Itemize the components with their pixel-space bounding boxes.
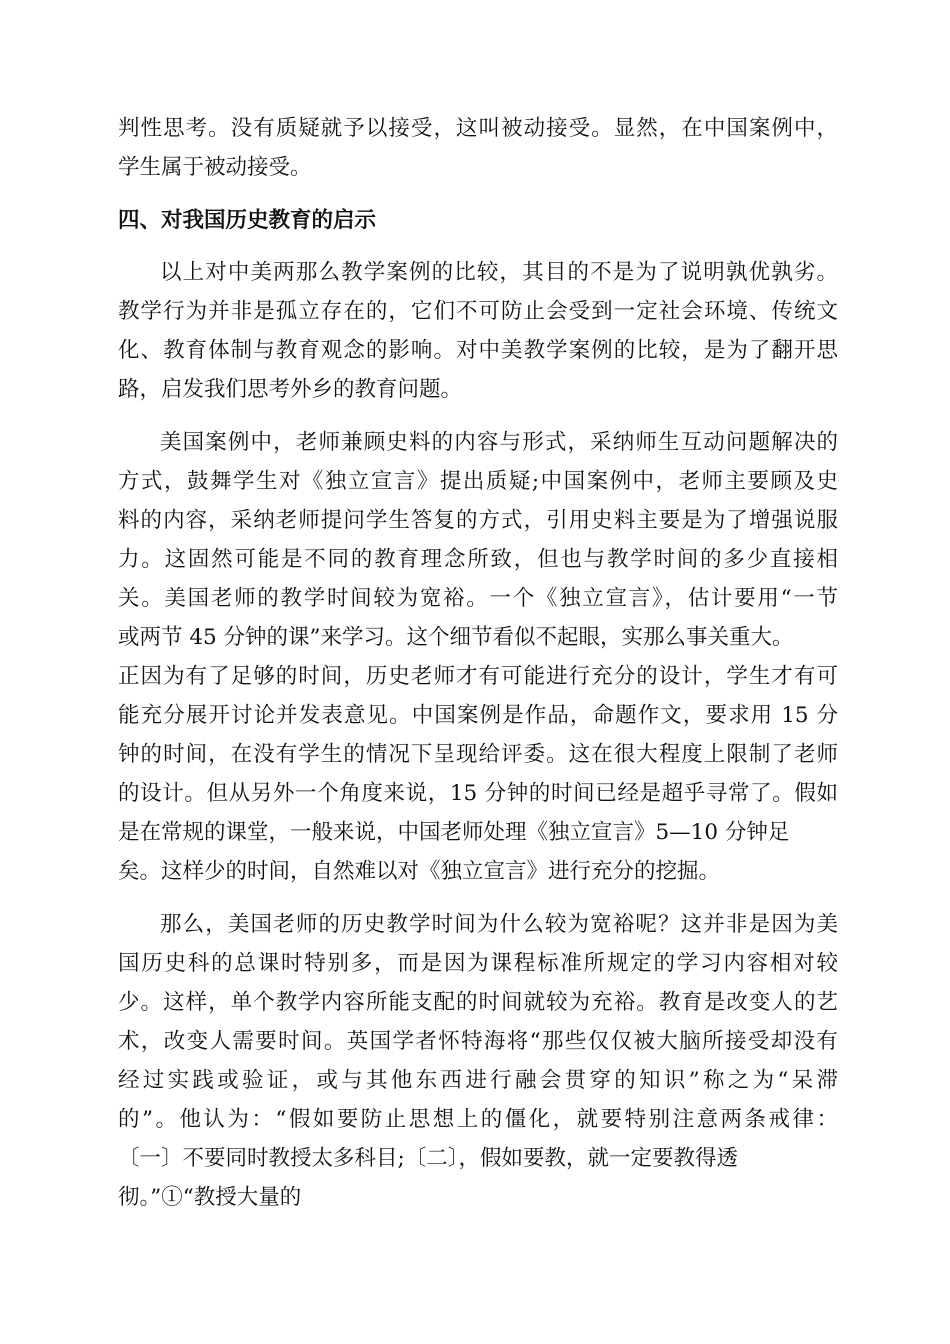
paragraph3-line-4: 术，改变人需要时间。英国学者怀特海将“那些仅仅被大脑所接受却没有 (118, 1029, 838, 1054)
intro-line-2: 学生属于被动接受。 (118, 155, 312, 180)
paragraph1-line-2: 教学行为并非是孤立存在的，它们不可防止会受到一定社会环境、传统文 (118, 299, 838, 324)
paragraph2-line-6: 或两节 45 分钟的课”来学习。这个细节看似不起眼，实那么事关重大。 (118, 625, 794, 650)
paragraph3-line-8: 彻。”①“教授大量的 (118, 1185, 302, 1210)
paragraph3-line-5: 经过实践或验证，或与其他东西进行融会贯穿的知识”称之为“呆滞 (118, 1068, 838, 1093)
paragraph2-line-9: 钟的时间，在没有学生的情况下呈现给评委。这在很大程度上限制了老师 (118, 742, 838, 767)
paragraph2-line-10: 的设计。但从另外一个角度来说，15 分钟的时间已经是超乎寻常了。假如 (118, 781, 838, 806)
paragraph3-line-7: 〔一〕不要同时教授太多科目;〔二〕，假如要教，就一定要教得透 (118, 1146, 738, 1171)
paragraph2-line-11: 是在常规的课堂，一般来说，中国老师处理《独立宣言》5—10 分钟足 (118, 820, 790, 845)
paragraph1-line-1: 以上对中美两那么教学案例的比较，其目的不是为了说明孰优孰劣。 (160, 260, 838, 285)
paragraph2-line-1: 美国案例中，老师兼顾史料的内容与形式，采纳师生互动问题解决的 (160, 430, 838, 455)
paragraph1-line-4: 路，启发我们思考外乡的教育问题。 (118, 377, 463, 402)
paragraph1-line-3: 化、教育体制与教育观念的影响。对中美教学案例的比较，是为了翻开思 (118, 338, 838, 363)
paragraph2-line-2: 方式，鼓舞学生对《独立宣言》提出质疑;中国案例中，老师主要顾及史 (118, 469, 838, 494)
paragraph3-line-3: 少。这样，单个教学内容所能支配的时间就较为充裕。教育是改变人的艺 (118, 990, 838, 1015)
paragraph2-line-7: 正因为有了足够的时间，历史老师才有可能进行充分的设计，学生才有可 (118, 664, 838, 689)
section-heading: 四、对我国历史教育的启示 (118, 208, 377, 233)
intro-line-1: 判性思考。没有质疑就予以接受，这叫被动接受。显然，在中国案例中， (118, 116, 838, 141)
paragraph2-line-4: 力。这固然可能是不同的教育理念所致，但也与教学时间的多少直接相 (118, 547, 838, 572)
paragraph2-line-12: 矣。这样少的时间，自然难以对《独立宣言》进行充分的挖掘。 (118, 859, 721, 884)
paragraph2-line-8: 能充分展开讨论并发表意见。中国案例是作品，命题作文，要求用 15 分 (118, 703, 838, 728)
paragraph3-line-2: 国历史科的总课时特别多，而是因为课程标准所规定的学习内容相对较 (118, 951, 838, 976)
paragraph3-line-1: 那么，美国老师的历史教学时间为什么较为宽裕呢？这并非是因为美 (160, 912, 838, 937)
paragraph3-line-6: 的”。他认为：“假如要防止思想上的僵化，就要特别注意两条戒律： (118, 1107, 838, 1132)
paragraph2-line-5: 关。美国老师的教学时间较为宽裕。一个《独立宣言》，估计要用“一节 (118, 586, 838, 611)
paragraph2-line-3: 料的内容，采纳老师提问学生答复的方式，引用史料主要是为了增强说服 (118, 508, 838, 533)
